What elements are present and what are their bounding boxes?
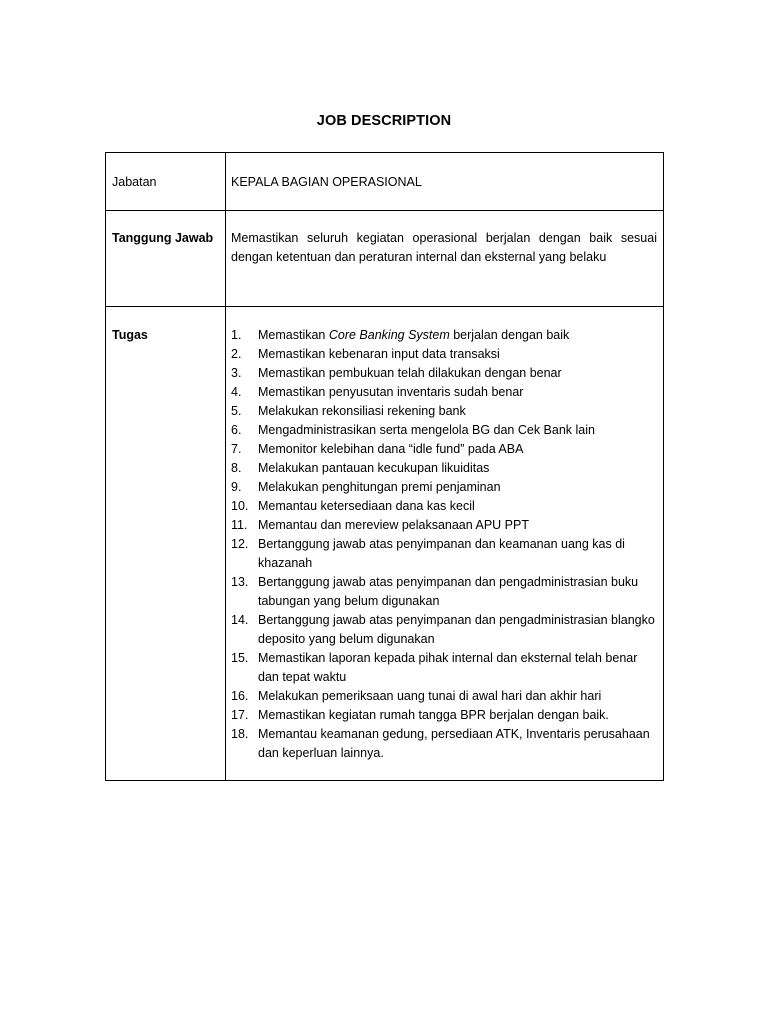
list-item [231,402,657,421]
task-text: Memantau dan mereview pelaksanaan APU PPT [258,518,529,532]
jabatan-label: Jabatan [112,175,157,189]
list-item [231,459,657,478]
task-number: 1. [231,328,242,342]
task-text: Melakukan pemeriksaan uang tunai di awal hari dan akhir hari [258,689,602,703]
task-number: 5. [231,404,242,418]
task-text: Melakukan rekonsiliasi rekening bank [258,404,466,418]
task-text: Memantau keamanan gedung, persediaan ATK, Inventaris perusahaan dan keperluan lainnya. [258,727,650,760]
tanggung-jawab-label-cell [106,211,226,307]
tanggung-jawab-value-cell [226,211,664,307]
tugas-value-cell [226,307,664,781]
task-number: 13. [231,575,249,589]
task-text: Memastikan kegiatan rumah tangga BPR berjalan dengan baik. [258,708,609,722]
tugas-row [106,307,664,781]
list-item [231,364,657,383]
task-number: 10. [231,499,249,513]
task-text: Memastikan pembukuan telah dilakukan dengan benar [258,366,562,380]
task-number: 17. [231,708,249,722]
tanggung-jawab-label: Tanggung Jawab [112,231,214,245]
task-text-pre: Memastikan [258,328,329,342]
list-item [231,383,657,402]
task-number: 3. [231,366,242,380]
jabatan-value: KEPALA BAGIAN OPERASIONAL [231,175,422,189]
task-number: 4. [231,385,242,399]
task-number: 6. [231,423,242,437]
list-item [231,649,657,687]
task-text: Memonitor kelebihan dana “idle fund” pada ABA [258,442,524,456]
task-number: 16. [231,689,249,703]
list-item [231,497,657,516]
list-item [231,535,657,573]
task-text: Memastikan laporan kepada pihak internal dan eksternal telah benar dan tepat waktu [258,651,638,684]
list-item [231,440,657,459]
jabatan-row [106,153,664,211]
list-item [231,573,657,611]
task-text: Memantau ketersediaan dana kas kecil [258,499,475,513]
list-item [231,611,657,649]
task-text: Mengadministrasikan serta mengelola BG dan Cek Bank lain [258,423,595,437]
task-number: 7. [231,442,242,456]
task-text [258,326,657,345]
task-text-post: berjalan dengan baik [449,328,570,342]
task-number: 9. [231,480,242,494]
tugas-label-cell [106,307,226,781]
list-item [231,516,657,535]
task-number: 14. [231,613,249,627]
task-text: Bertanggung jawab atas penyimpanan dan keamanan uang kas di khazanah [258,537,625,570]
task-number: 18. [231,727,249,741]
task-number: 15. [231,651,249,665]
tugas-label: Tugas [112,328,148,342]
list-item [231,478,657,497]
tanggung-jawab-value: Memastikan seluruh kegiatan operasional berjalan dengan baik sesuai dengan ketentuan dan peraturan internal dan eksternal yang belaku [231,231,657,264]
task-text: Melakukan pantauan kecukupan likuiditas [258,461,490,475]
task-number: 2. [231,347,242,361]
list-item [231,687,657,706]
jabatan-label-cell [106,153,226,211]
task-text: Memastikan penyusutan inventaris sudah benar [258,385,524,399]
list-item [231,326,657,345]
task-text: Melakukan penghitungan premi penjaminan [258,480,501,494]
task-text-emphasis: Core Banking System [328,328,450,342]
list-item [231,421,657,440]
task-number: 11. [231,518,248,532]
task-text: Bertanggung jawab atas penyimpanan dan pengadministrasian blangko deposito yang belum digunakan [258,613,655,646]
task-list [231,326,657,763]
document-title: JOB DESCRIPTION [316,113,452,129]
list-item [231,706,657,725]
list-item [231,725,657,763]
task-number: 12. [231,537,249,551]
task-text: Bertanggung jawab atas penyimpanan dan pengadministrasian buku tabungan yang belum digunakan [258,575,639,608]
task-text: Memastikan kebenaran input data transaksi [258,347,500,361]
jabatan-value-cell [226,153,664,211]
list-item [231,345,657,364]
task-number: 8. [231,461,242,475]
tanggung-jawab-row [106,211,664,307]
job-description-table [105,152,664,781]
